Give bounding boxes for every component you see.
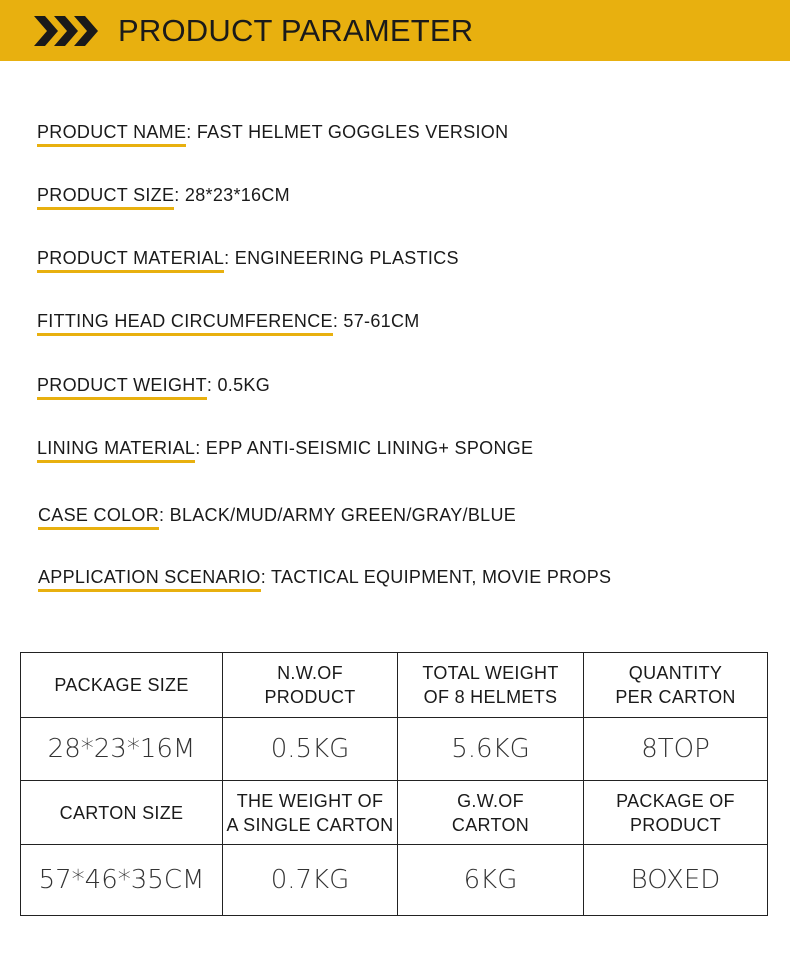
param-label: APPLICATION SCENARIO [38,567,261,587]
table-header-cell: CARTON SIZE [21,781,223,845]
table-value-cell: 28*23*16M [21,718,223,781]
param-value: : EPP ANTI-SEISMIC LINING+ SPONGE [195,438,534,458]
spec-table [20,652,768,916]
table-header-cell [398,653,584,718]
param-value: : 57-61CM [332,311,420,331]
page-title: PRODUCT PARAMETER [118,13,474,48]
param-product-material [37,247,459,269]
table-value-cell: 0.5KG [223,718,398,781]
table-header-cell [584,781,768,845]
table-value-cell: 6KG [398,845,584,916]
table-header-cell [223,781,398,845]
param-label: CASE COLOR [38,505,160,525]
triple-chevron-right-icon [34,16,102,46]
header-text: TOTAL WEIGHT OF 8 HELMETS [422,663,559,707]
header-text: G.W.OF CARTON [451,790,530,835]
param-value: : 0.5KG [206,375,271,395]
table-header-cell [398,781,584,845]
param-product-size [37,184,290,206]
table-value-cell: 57*46*35CM [21,845,223,916]
table-header-cell [223,653,398,718]
header-text: QUANTITY PER CARTON [615,663,736,707]
param-application-scenario [38,566,611,588]
param-value: : BLACK/MUD/ARMY GREEN/GRAY/BLUE [159,505,517,525]
param-case-color [38,504,516,526]
header-bar [0,0,790,61]
param-label: PRODUCT NAME [37,122,187,142]
param-value: : TACTICAL EQUIPMENT, MOVIE PROPS [260,567,612,587]
param-head-circumference [37,310,420,332]
param-lining-material [37,437,533,459]
table-header-cell [584,653,768,718]
param-label: FITTING HEAD CIRCUMFERENCE [37,311,333,331]
param-product-name [37,121,508,143]
param-label: PRODUCT MATERIAL [37,248,225,268]
table-value-cell: 5.6KG [398,718,584,781]
table-value-cell: 8TOP [584,718,768,781]
header-text: PACKAGE OF PRODUCT [616,790,735,835]
table-header-cell: PACKAGE SIZE [21,653,223,718]
param-label: LINING MATERIAL [37,438,196,458]
param-value: : ENGINEERING PLASTICS [224,248,459,268]
param-value: : FAST HELMET GOGGLES VERSION [186,122,509,142]
header-text: N.W.OF PRODUCT [264,663,356,707]
param-label: PRODUCT WEIGHT [37,375,207,395]
table-value-cell: BOXED [584,845,768,916]
param-label: PRODUCT SIZE [37,185,175,205]
header-text: THE WEIGHT OF A SINGLE CARTON [226,790,394,835]
table-value-cell: 0.7KG [223,845,398,916]
param-product-weight [37,374,270,396]
param-value: : 28*23*16CM [174,185,290,205]
